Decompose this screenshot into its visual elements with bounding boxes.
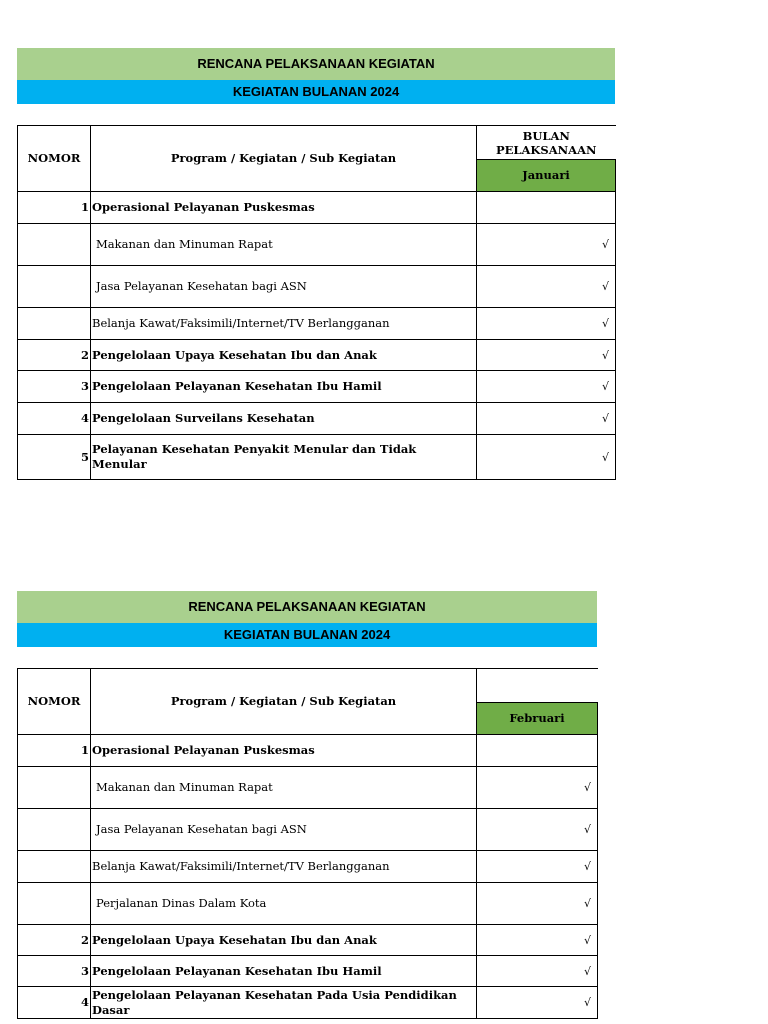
header-program: Program / Kegiatan / Sub Kegiatan [91,126,477,192]
table-header-row [18,669,598,703]
pelaksanaan-mark-cell: √ [477,435,616,480]
table-row [18,192,616,224]
program-cell: Jasa Pelayanan Kesehatan bagi ASN [91,266,477,308]
pelaksanaan-mark-cell [477,735,598,767]
header-bulan-pelaksanaan: BULAN PELAKSANAAN [477,126,616,160]
header-program: Program / Kegiatan / Sub Kegiatan [91,669,477,735]
row-number: 5 [18,435,91,480]
program-cell: Makanan dan Minuman Rapat [91,767,477,809]
pelaksanaan-mark-cell: √ [477,809,598,851]
program-cell: Jasa Pelayanan Kesehatan bagi ASN [91,809,477,851]
pelaksanaan-mark-cell: √ [477,851,598,883]
pelaksanaan-mark-cell: √ [477,371,616,403]
pelaksanaan-mark-cell: √ [477,925,598,956]
header-nomor: NOMOR [18,669,91,735]
row-number: 1 [18,192,91,224]
program-cell: Operasional Pelayanan Puskesmas [91,192,477,224]
pelaksanaan-mark-cell: √ [477,340,616,371]
pelaksanaan-mark-cell: √ [477,883,598,925]
pelaksanaan-mark-cell: √ [477,956,598,987]
table-row [18,266,616,308]
table-row [18,925,598,956]
program-cell: Pengelolaan Upaya Kesehatan Ibu dan Anak [91,340,477,371]
pelaksanaan-mark-cell: √ [477,767,598,809]
program-cell: Perjalanan Dinas Dalam Kota [91,883,477,925]
row-number: 1 [18,735,91,767]
plan-title-banner: RENCANA PELAKSANAAN KEGIATAN [17,591,597,623]
program-cell: Pengelolaan Pelayanan Kesehatan Ibu Hamil [91,956,477,987]
header-bulan-empty [477,669,598,703]
row-number: 2 [18,340,91,371]
row-number [18,224,91,266]
row-number: 2 [18,925,91,956]
program-cell: Operasional Pelayanan Puskesmas [91,735,477,767]
row-number [18,883,91,925]
table-row [18,851,598,883]
row-number [18,851,91,883]
header-month: Januari [477,160,616,192]
pelaksanaan-mark-cell: √ [477,308,616,340]
row-number [18,767,91,809]
program-cell: Pengelolaan Surveilans Kesehatan [91,403,477,435]
table-row [18,340,616,371]
program-cell: Pengelolaan Upaya Kesehatan Ibu dan Anak [91,925,477,956]
program-cell: Belanja Kawat/Faksimili/Internet/TV Berlangganan [91,308,477,340]
table-row [18,987,598,1019]
table-row [18,735,598,767]
pelaksanaan-mark-cell [477,192,616,224]
row-number: 3 [18,371,91,403]
plan-section-januari [17,48,615,480]
program-cell: Pelayanan Kesehatan Penyakit Menular dan Tidak Menular [91,435,477,480]
activity-table [17,125,616,480]
pelaksanaan-mark-cell: √ [477,403,616,435]
header-nomor: NOMOR [18,126,91,192]
table-row [18,371,616,403]
pelaksanaan-mark-cell: √ [477,266,616,308]
pelaksanaan-mark-cell: √ [477,224,616,266]
row-number: 4 [18,987,91,1019]
table-row [18,883,598,925]
row-number: 4 [18,403,91,435]
activity-table [17,668,598,1019]
table-row [18,308,616,340]
plan-title-banner: RENCANA PELAKSANAAN KEGIATAN [17,48,615,80]
plan-subtitle-banner: KEGIATAN BULANAN 2024 [17,623,597,647]
table-row [18,435,616,480]
table-row [18,956,598,987]
program-cell: Pengelolaan Pelayanan Kesehatan Pada Usia Pendidikan Dasar [91,987,477,1019]
row-number [18,266,91,308]
row-number: 3 [18,956,91,987]
table-row [18,403,616,435]
plan-section-februari [17,591,597,1019]
program-cell: Belanja Kawat/Faksimili/Internet/TV Berlangganan [91,851,477,883]
program-cell: Pengelolaan Pelayanan Kesehatan Ibu Hamil [91,371,477,403]
program-cell: Makanan dan Minuman Rapat [91,224,477,266]
header-month: Februari [477,703,598,735]
table-row [18,767,598,809]
pelaksanaan-mark-cell: √ [477,987,598,1019]
table-row [18,224,616,266]
row-number [18,809,91,851]
plan-subtitle-banner: KEGIATAN BULANAN 2024 [17,80,615,104]
row-number [18,308,91,340]
table-row [18,809,598,851]
table-header-row [18,126,616,160]
